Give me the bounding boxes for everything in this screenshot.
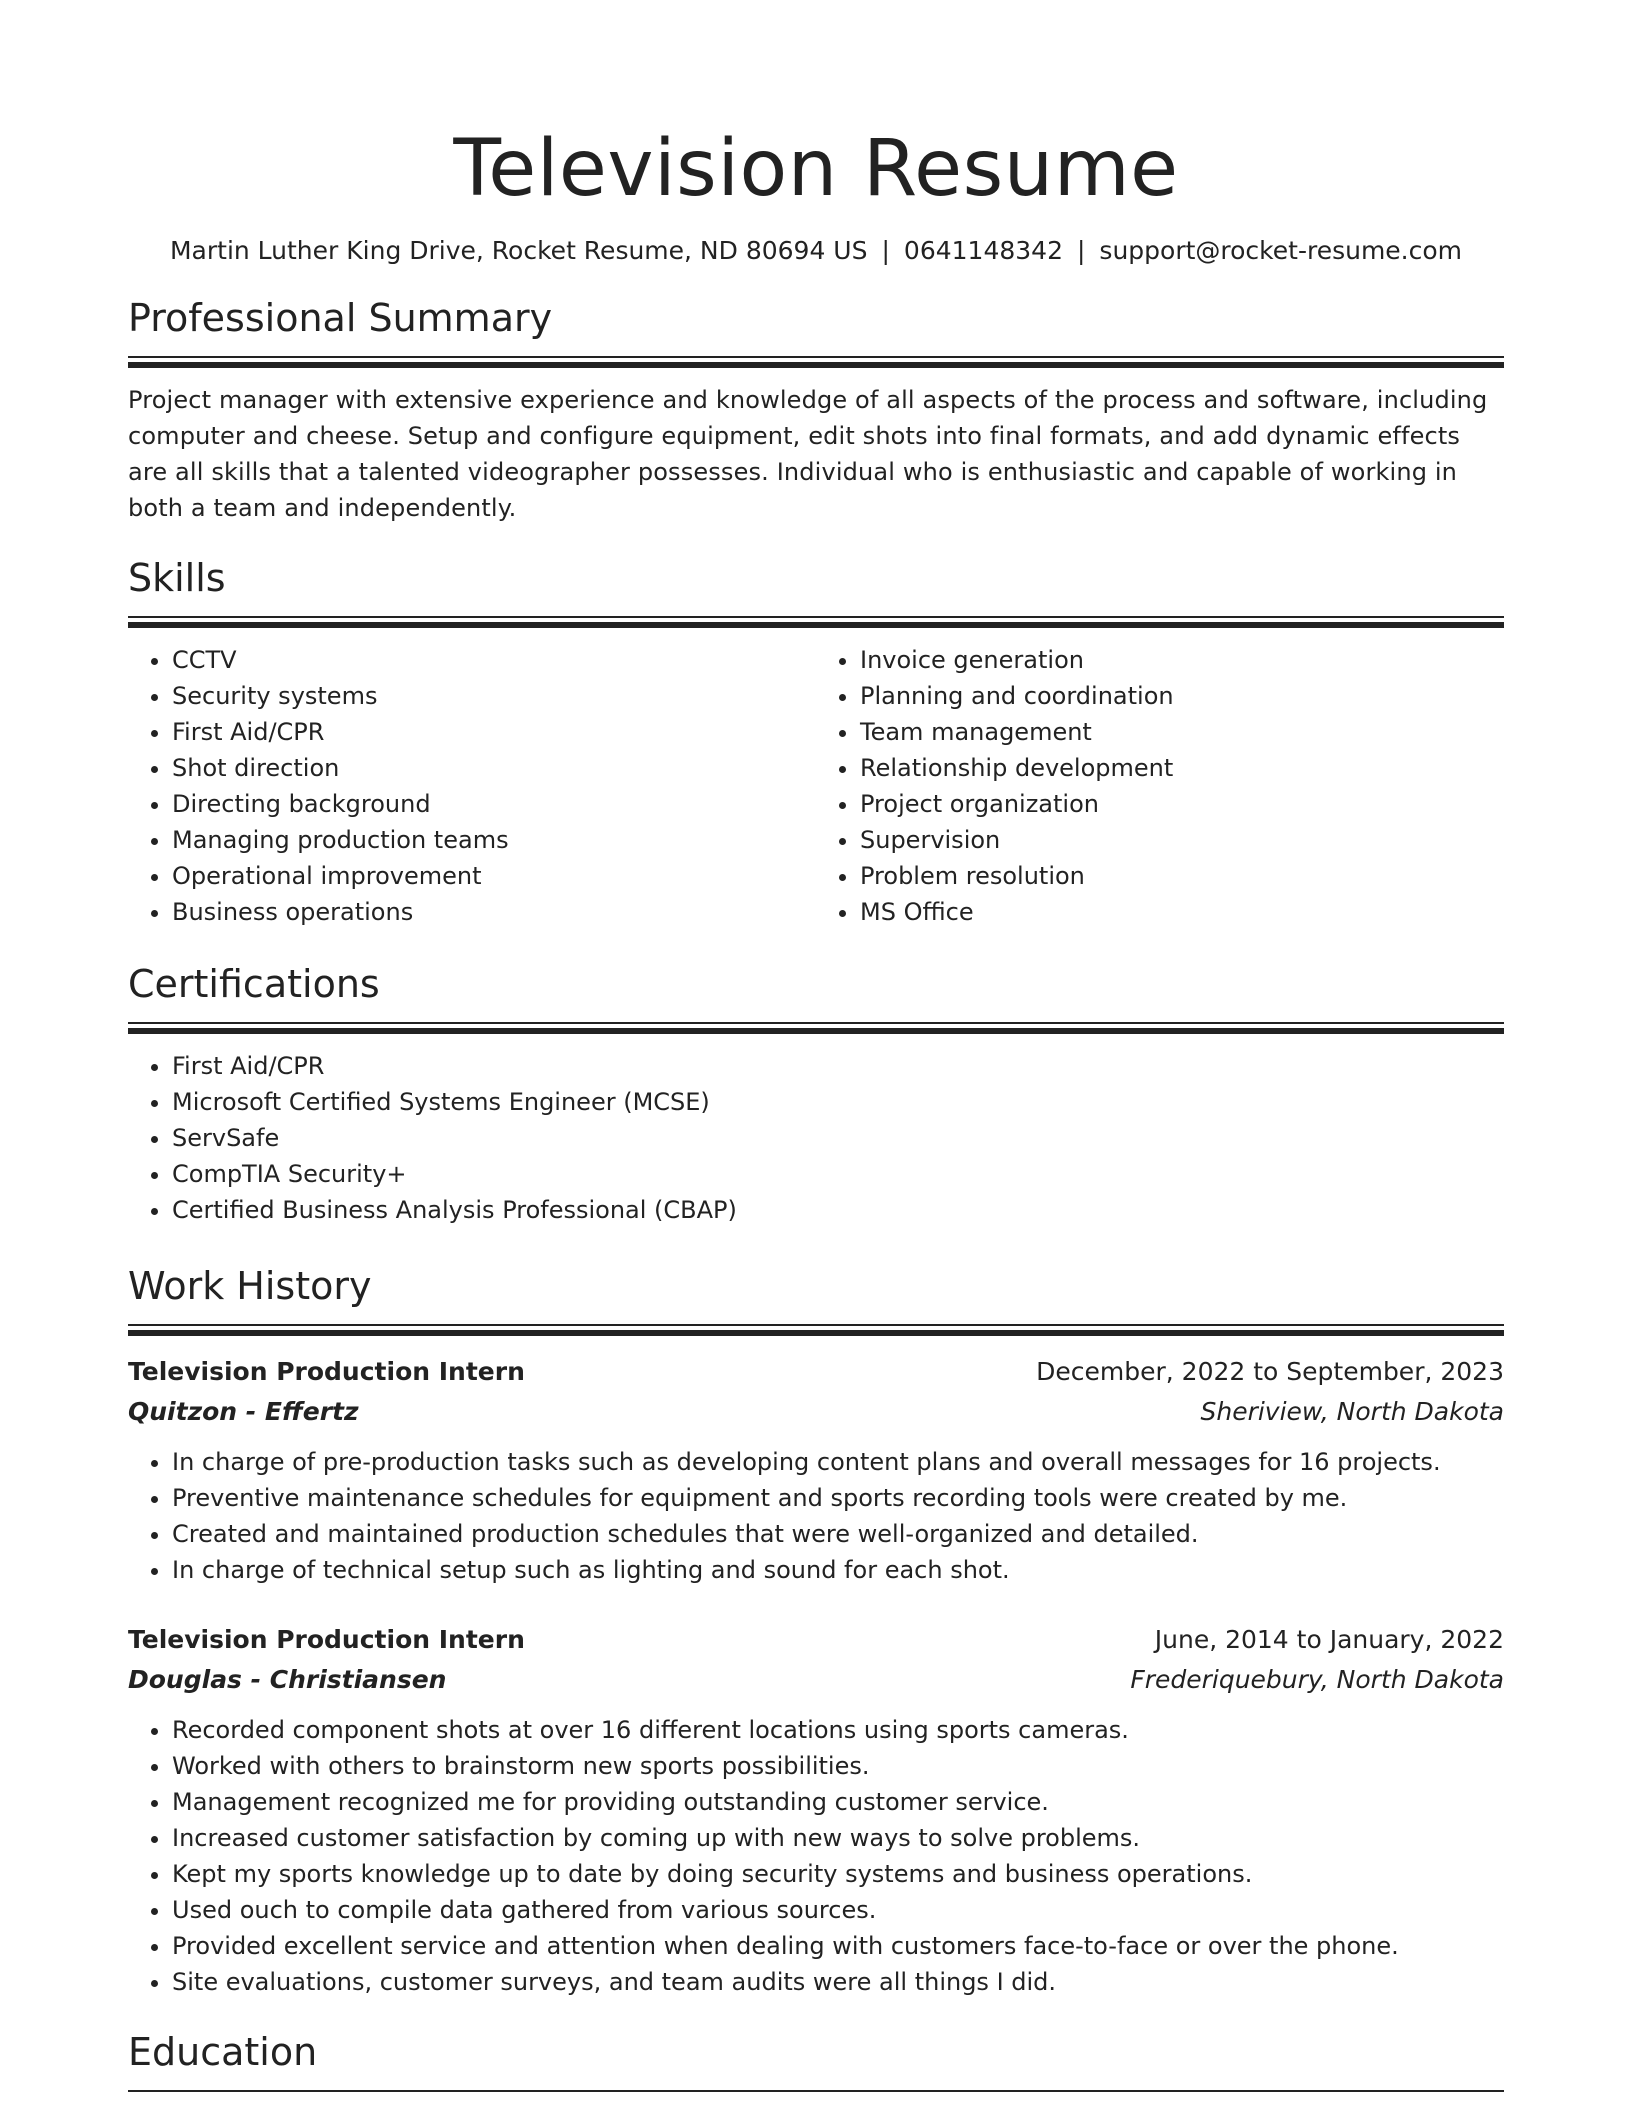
skill-item: • Project organization bbox=[860, 786, 1504, 822]
skills-grid bbox=[128, 642, 1504, 930]
section-divider bbox=[128, 616, 1504, 628]
job-bullets bbox=[128, 1444, 1504, 1588]
skills-list-right bbox=[816, 642, 1504, 930]
section-divider bbox=[128, 1324, 1504, 1336]
certification-item: • ServSafe bbox=[172, 1120, 1504, 1156]
job-bullet: • Kept my sports knowledge up to date by doing security systems and business operations. bbox=[172, 1856, 1504, 1892]
job-location: Frederiquebury, North Dakota bbox=[1130, 1665, 1504, 1694]
job-company: Quitzon - Effertz bbox=[128, 1397, 359, 1426]
contact-phone: 0641148342 bbox=[903, 236, 1063, 265]
job-bullet: • Preventive maintenance schedules for equipment and sports recording tools were created by me. bbox=[172, 1480, 1504, 1516]
job-bullet: • Recorded component shots at over 16 different locations using sports cameras. bbox=[172, 1712, 1504, 1748]
contact-email: support@rocket-resume.com bbox=[1099, 236, 1463, 265]
skill-item: • Shot direction bbox=[172, 750, 816, 786]
skill-item: • Relationship development bbox=[860, 750, 1504, 786]
section-divider bbox=[128, 356, 1504, 368]
job-bullet: • In charge of technical setup such as lighting and sound for each shot. bbox=[172, 1552, 1504, 1588]
job-bullets bbox=[128, 1712, 1504, 2000]
section-divider bbox=[128, 1022, 1504, 1034]
skill-item: • First Aid/CPR bbox=[172, 714, 816, 750]
skill-item: • Planning and coordination bbox=[860, 678, 1504, 714]
skill-item: • Operational improvement bbox=[172, 858, 816, 894]
work-history-section bbox=[128, 1262, 1504, 2000]
contact-address: Martin Luther King Drive, Rocket Resume, ND 80694 US bbox=[169, 236, 868, 265]
section-heading-work-history: Work History bbox=[128, 1264, 372, 1308]
job-header bbox=[128, 1620, 1504, 1660]
section-divider bbox=[128, 2090, 1504, 2092]
job-title: Television Production Intern bbox=[128, 1357, 525, 1386]
education-section bbox=[128, 2028, 1504, 2092]
job-bullet: • Site evaluations, customer surveys, and team audits were all things I did. bbox=[172, 1964, 1504, 2000]
summary-section bbox=[128, 294, 1504, 526]
job-bullet: • Worked with others to brainstorm new sports possibilities. bbox=[172, 1748, 1504, 1784]
job-dates: December, 2022 to September, 2023 bbox=[1036, 1357, 1504, 1386]
section-heading-certifications: Certifications bbox=[128, 962, 380, 1006]
job-title: Television Production Intern bbox=[128, 1625, 525, 1654]
summary-text: Project manager with extensive experience and knowledge of all aspects of the process and software, including computer and cheese. Setup and configure equipment, edit shots into final formats, and add dynamic effects are all skills that a talented videographer possesses. Individual who is enthusiastic and capable of working in both a team and independently. bbox=[128, 386, 1488, 522]
job-bullet: • Management recognized me for providing outstanding customer service. bbox=[172, 1784, 1504, 1820]
section-heading-summary: Professional Summary bbox=[128, 296, 553, 340]
skill-item: • Supervision bbox=[860, 822, 1504, 858]
job-entry bbox=[128, 1620, 1504, 2000]
skill-item: • Directing background bbox=[172, 786, 816, 822]
certification-item: • Certified Business Analysis Professional (CBAP) bbox=[172, 1192, 1504, 1228]
contact-separator: | bbox=[881, 236, 890, 265]
skill-item: • Business operations bbox=[172, 894, 816, 930]
contact-separator: | bbox=[1076, 236, 1086, 265]
certification-item: • CompTIA Security+ bbox=[172, 1156, 1504, 1192]
job-subheader bbox=[128, 1392, 1504, 1432]
certifications-section bbox=[128, 960, 1504, 1228]
skills-list-left bbox=[128, 642, 816, 930]
skills-section bbox=[128, 554, 1504, 930]
job-header bbox=[128, 1352, 1504, 1392]
job-company: Douglas - Christiansen bbox=[128, 1665, 447, 1694]
skill-item: • Team management bbox=[860, 714, 1504, 750]
job-bullet: • Created and maintained production schedules that were well-organized and detailed. bbox=[172, 1516, 1504, 1552]
job-subheader bbox=[128, 1660, 1504, 1700]
section-heading-skills: Skills bbox=[128, 556, 226, 600]
resume-title: Television Resume bbox=[453, 124, 1179, 214]
certification-item: • First Aid/CPR bbox=[172, 1048, 1504, 1084]
certifications-list bbox=[128, 1048, 1504, 1228]
skill-item: • MS Office bbox=[860, 894, 1504, 930]
job-bullet: • Increased customer satisfaction by coming up with new ways to solve problems. bbox=[172, 1820, 1504, 1856]
skill-item: • CCTV bbox=[172, 642, 816, 678]
job-bullet: • Provided excellent service and attention when dealing with customers face-to-face or over the phone. bbox=[172, 1928, 1504, 1964]
skill-item: • Problem resolution bbox=[860, 858, 1504, 894]
skill-item: • Security systems bbox=[172, 678, 816, 714]
job-bullet: • In charge of pre-production tasks such as developing content plans and overall messages for 16 projects. bbox=[172, 1444, 1504, 1480]
certification-item: • Microsoft Certified Systems Engineer (MCSE) bbox=[172, 1084, 1504, 1120]
job-location: Sheriview, North Dakota bbox=[1200, 1397, 1504, 1426]
job-dates: June, 2014 to January, 2022 bbox=[1154, 1625, 1504, 1654]
job-bullet: • Used ouch to compile data gathered from various sources. bbox=[172, 1892, 1504, 1928]
section-heading-education: Education bbox=[128, 2030, 318, 2074]
skill-item: • Managing production teams bbox=[172, 822, 816, 858]
skill-item: • Invoice generation bbox=[860, 642, 1504, 678]
job-entry bbox=[128, 1352, 1504, 1588]
contact-line bbox=[128, 234, 1504, 268]
